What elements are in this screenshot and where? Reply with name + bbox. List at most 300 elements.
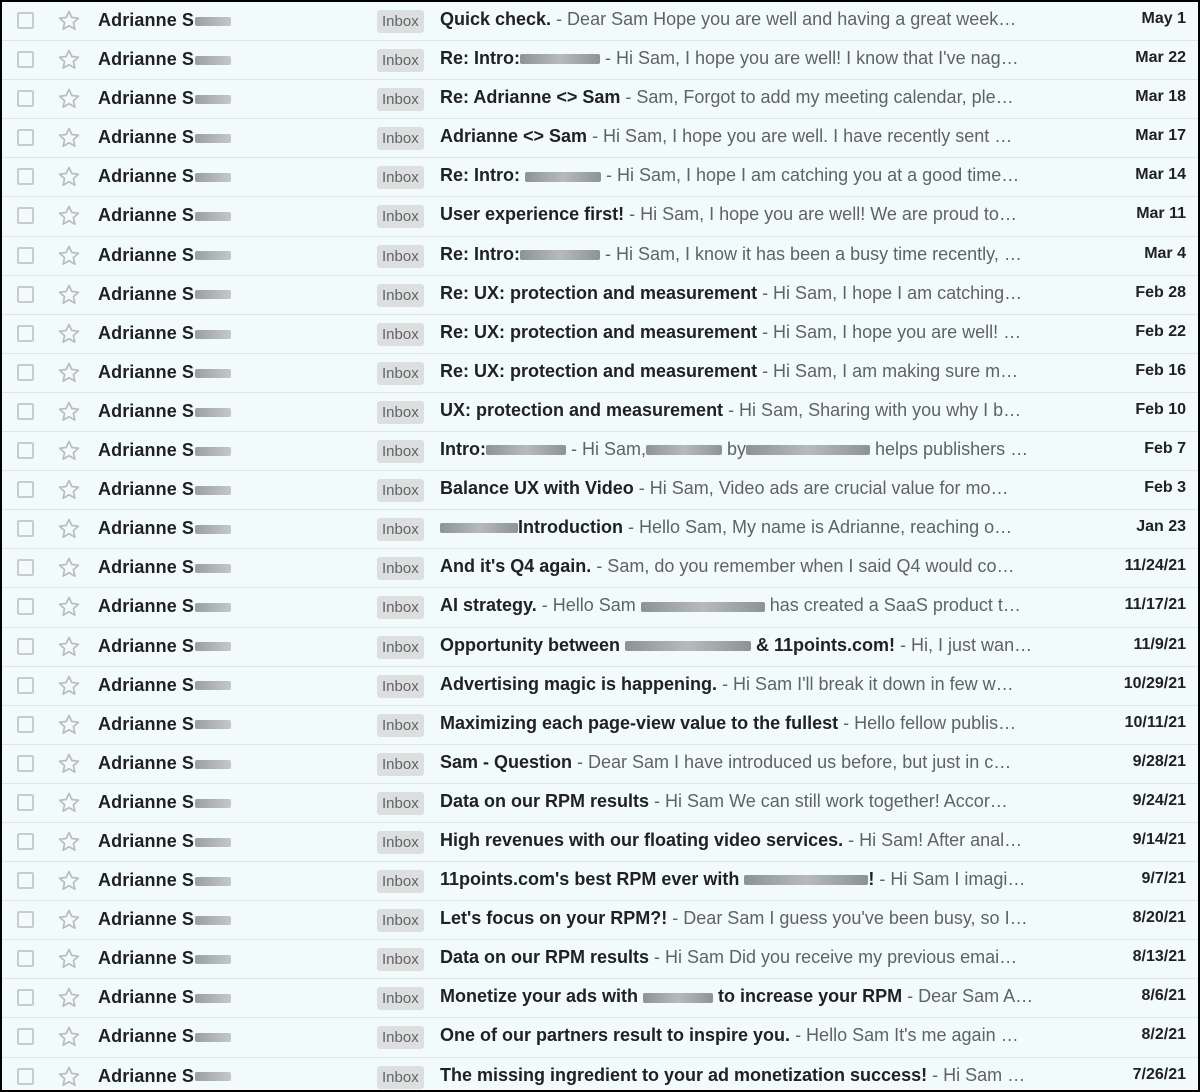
sender-name: Adrianne S	[98, 557, 231, 578]
redacted-text	[646, 445, 722, 455]
email-row[interactable]	[2, 784, 1198, 823]
inbox-label: Inbox	[377, 636, 424, 659]
subject-text: Let's focus on your RPM?!	[440, 908, 668, 929]
email-snippet	[902, 986, 1033, 1006]
email-row[interactable]	[2, 667, 1198, 706]
inbox-label: Inbox	[377, 518, 424, 541]
inbox-label: Inbox	[377, 675, 424, 698]
snippet-text: - Hi Sam …	[927, 1064, 1026, 1085]
star-icon[interactable]	[56, 829, 82, 855]
redacted-surname	[195, 330, 231, 339]
star-icon[interactable]	[56, 594, 82, 620]
snippet-text: - Hello Sam	[536, 595, 641, 616]
email-date: 7/26/21	[1132, 1065, 1186, 1083]
star-icon[interactable]	[56, 86, 82, 112]
email-snippet	[537, 595, 1021, 615]
redacted-surname	[195, 173, 231, 182]
snippet-text: - Hi Sam, Video ads are crucial value for mo…	[633, 478, 1009, 499]
email-snippet	[843, 830, 1022, 850]
sender-name: Adrianne S	[98, 245, 231, 266]
select-checkbox[interactable]	[17, 403, 34, 420]
select-checkbox[interactable]	[17, 207, 34, 224]
sender-name: Adrianne S	[98, 636, 231, 657]
sender-name: Adrianne S	[98, 205, 231, 226]
snippet-text: - Hi Sam, I hope you are well! …	[757, 321, 1022, 342]
sender-name: Adrianne S	[98, 362, 231, 383]
inbox-label: Inbox	[377, 362, 424, 385]
star-icon[interactable]	[56, 868, 82, 894]
subject-text: AI strategy.	[440, 595, 537, 616]
inbox-label: Inbox	[377, 948, 424, 971]
redacted-surname	[195, 1033, 231, 1042]
select-checkbox[interactable]	[17, 677, 34, 694]
select-checkbox[interactable]	[17, 833, 34, 850]
email-content	[440, 165, 1058, 186]
email-row[interactable]	[2, 315, 1198, 354]
email-subject	[440, 791, 649, 811]
email-content	[440, 48, 1058, 69]
sender-name: Adrianne S	[98, 88, 231, 109]
email-subject	[440, 908, 667, 928]
inbox-label: Inbox	[377, 401, 424, 424]
email-snippet	[757, 361, 1018, 381]
email-content	[440, 1025, 1058, 1046]
email-subject	[440, 361, 757, 381]
subject-text: Re: Intro:	[440, 48, 520, 69]
snippet-text: - Hi, I just wan…	[895, 634, 1033, 655]
select-checkbox[interactable]	[17, 364, 34, 381]
star-icon[interactable]	[56, 907, 82, 933]
email-content	[440, 361, 1058, 382]
sender-name: Adrianne S	[98, 166, 231, 187]
subject-text: The missing ingredient to your ad monetization success!	[440, 1064, 928, 1085]
email-date: May 1	[1141, 10, 1186, 27]
snippet-text: - Hi Sam, I hope you are well! I know that I've nag…	[600, 48, 1019, 69]
redacted-text	[643, 993, 713, 1003]
select-checkbox[interactable]	[17, 1068, 34, 1085]
redacted-surname	[195, 720, 231, 729]
email-subject	[440, 283, 757, 303]
select-checkbox[interactable]	[17, 286, 34, 303]
redacted-surname	[195, 212, 231, 221]
select-checkbox[interactable]	[17, 950, 34, 967]
subject-text: Re: Intro:	[440, 243, 520, 264]
select-checkbox[interactable]	[17, 872, 34, 889]
email-content	[440, 556, 1058, 577]
select-checkbox[interactable]	[17, 1028, 34, 1045]
redacted-surname	[195, 994, 231, 1003]
sender-name: Adrianne S	[98, 323, 231, 344]
star-icon[interactable]	[56, 438, 82, 464]
email-row[interactable]	[2, 354, 1198, 393]
snippet-text: - Dear Sam I have introduced us before, but just in c…	[572, 751, 1012, 772]
email-snippet	[790, 1025, 1019, 1045]
email-subject	[440, 244, 600, 264]
email-subject	[440, 517, 623, 537]
sender-name: Adrianne S	[98, 401, 231, 422]
email-date: Mar 18	[1135, 88, 1186, 106]
subject-text: Monetize your ads with	[440, 986, 644, 1007]
email-row[interactable]	[2, 119, 1198, 158]
inbox-label: Inbox	[377, 323, 424, 346]
inbox-label: Inbox	[377, 909, 424, 932]
redacted-text	[520, 250, 600, 260]
redacted-surname	[195, 564, 231, 573]
subject-text: to increase your RPM	[713, 986, 903, 1007]
snippet-text: - Sam, do you remember when I said Q4 would co…	[591, 556, 1015, 577]
inbox-label: Inbox	[377, 440, 424, 463]
snippet-text: by	[722, 439, 747, 460]
email-content	[440, 986, 1058, 1007]
redacted-surname	[195, 838, 231, 847]
email-subject	[440, 322, 757, 342]
email-subject	[440, 9, 551, 29]
select-checkbox[interactable]	[17, 51, 34, 68]
select-checkbox[interactable]	[17, 755, 34, 772]
snippet-text: - Hi Sam Did you receive my previous emai…	[649, 947, 1018, 968]
subject-text: High revenues with our floating video services.	[440, 829, 844, 850]
email-snippet	[649, 791, 1008, 811]
select-checkbox[interactable]	[17, 716, 34, 733]
email-content	[440, 713, 1058, 734]
select-checkbox[interactable]	[17, 794, 34, 811]
select-checkbox[interactable]	[17, 90, 34, 107]
email-content	[440, 9, 1058, 30]
star-icon[interactable]	[56, 1064, 82, 1090]
email-date: Mar 14	[1135, 166, 1186, 184]
snippet-text: helps publishers …	[870, 439, 1029, 460]
sender-name: Adrianne S	[98, 596, 231, 617]
subject-text: Re: Adrianne <> Sam	[440, 87, 621, 108]
snippet-text: - Hi Sam, I hope you are well. I have recently sent …	[587, 126, 1013, 147]
star-icon[interactable]	[56, 203, 82, 229]
redacted-surname	[195, 681, 231, 690]
email-row[interactable]	[2, 823, 1198, 862]
email-row[interactable]	[2, 862, 1198, 901]
subject-text: Re: UX: protection and measurement	[440, 360, 758, 381]
email-row[interactable]	[2, 1018, 1198, 1057]
redacted-surname	[195, 603, 231, 612]
sender-name: Adrianne S	[98, 10, 231, 31]
redacted-surname	[195, 251, 231, 260]
subject-text: Opportunity between	[440, 634, 626, 655]
email-row[interactable]	[2, 432, 1198, 471]
sender-name: Adrianne S	[98, 675, 231, 696]
email-subject	[440, 400, 723, 420]
sender-name: Adrianne S	[98, 753, 231, 774]
star-icon[interactable]	[56, 243, 82, 269]
redacted-surname	[195, 17, 231, 26]
email-content	[440, 244, 1058, 265]
sender-name: Adrianne S	[98, 49, 231, 70]
email-date: Feb 16	[1135, 361, 1186, 379]
sender-name: Adrianne S	[98, 284, 231, 305]
email-snippet	[566, 439, 1028, 459]
email-subject	[440, 986, 902, 1006]
select-checkbox[interactable]	[17, 559, 34, 576]
email-subject	[440, 752, 572, 772]
inbox-label: Inbox	[377, 1026, 424, 1049]
snippet-text: has created a SaaS product t…	[764, 595, 1021, 616]
redacted-surname	[195, 486, 231, 495]
email-content	[440, 126, 1058, 147]
star-icon[interactable]	[56, 8, 82, 34]
subject-text: User experience first!	[440, 204, 625, 225]
star-icon[interactable]	[56, 985, 82, 1011]
inbox-label: Inbox	[377, 49, 424, 72]
email-snippet	[895, 635, 1032, 655]
redacted-text	[641, 602, 765, 612]
email-content	[440, 1065, 1058, 1086]
email-row[interactable]	[2, 276, 1198, 315]
star-icon[interactable]	[56, 1024, 82, 1050]
email-date: 9/24/21	[1132, 791, 1186, 809]
email-row[interactable]	[2, 979, 1198, 1018]
email-subject	[440, 947, 649, 967]
email-subject	[440, 165, 601, 185]
email-snippet	[601, 165, 1019, 185]
subject-text: Balance UX with Video	[440, 478, 634, 499]
email-snippet	[623, 517, 1012, 537]
email-subject	[440, 1065, 927, 1085]
email-content	[440, 830, 1058, 851]
redacted-surname	[195, 134, 231, 143]
redacted-surname	[195, 799, 231, 808]
star-icon[interactable]	[56, 164, 82, 190]
email-snippet	[757, 283, 1022, 303]
sender-name: Adrianne S	[98, 479, 231, 500]
select-checkbox[interactable]	[17, 598, 34, 615]
star-icon[interactable]	[56, 516, 82, 542]
email-date: 9/7/21	[1141, 870, 1186, 888]
inbox-label: Inbox	[377, 831, 424, 854]
sender-name: Adrianne S	[98, 440, 231, 461]
email-row[interactable]	[2, 197, 1198, 236]
select-checkbox[interactable]	[17, 481, 34, 498]
email-content	[440, 439, 1058, 460]
select-checkbox[interactable]	[17, 911, 34, 928]
inbox-label: Inbox	[377, 88, 424, 111]
subject-text: Data on our RPM results	[440, 790, 650, 811]
subject-text: And it's Q4 again.	[440, 556, 592, 577]
inbox-label: Inbox	[377, 1066, 424, 1089]
star-icon[interactable]	[56, 47, 82, 73]
subject-text: Maximizing each page-view value to the fullest	[440, 712, 839, 733]
redacted-surname	[195, 447, 231, 456]
email-date: Mar 22	[1135, 49, 1186, 67]
email-date: 8/13/21	[1132, 948, 1186, 966]
email-subject	[440, 674, 717, 694]
star-icon[interactable]	[56, 555, 82, 581]
star-icon[interactable]	[56, 282, 82, 308]
email-snippet	[874, 869, 1025, 889]
snippet-text: - Hi Sam! After anal…	[843, 829, 1023, 850]
email-content	[440, 595, 1058, 616]
redacted-surname	[195, 290, 231, 299]
email-subject	[440, 204, 624, 224]
sender-name: Adrianne S	[98, 714, 231, 735]
subject-text: Sam - Question	[440, 751, 573, 772]
email-snippet	[649, 947, 1017, 967]
snippet-text: - Dear Sam I guess you've been busy, so I…	[667, 908, 1028, 929]
email-content	[440, 674, 1058, 695]
email-row[interactable]	[2, 628, 1198, 667]
email-content	[440, 322, 1058, 343]
email-content	[440, 869, 1058, 890]
email-snippet	[927, 1065, 1025, 1085]
email-row[interactable]	[2, 745, 1198, 784]
email-row[interactable]	[2, 940, 1198, 979]
snippet-text: - Hi Sam I imagi…	[874, 869, 1026, 890]
subject-text: One of our partners result to inspire you.	[440, 1025, 791, 1046]
redacted-surname	[195, 955, 231, 964]
email-subject	[440, 87, 620, 107]
redacted-text	[744, 875, 868, 885]
redacted-surname	[195, 408, 231, 417]
redacted-surname	[195, 1072, 231, 1081]
email-date: Mar 4	[1144, 244, 1186, 262]
star-icon[interactable]	[56, 946, 82, 972]
redacted-text	[520, 54, 600, 64]
email-content	[440, 947, 1058, 968]
star-icon[interactable]	[56, 477, 82, 503]
inbox-label: Inbox	[377, 127, 424, 150]
sender-name: Adrianne S	[98, 127, 231, 148]
select-checkbox[interactable]	[17, 442, 34, 459]
star-icon[interactable]	[56, 399, 82, 425]
select-checkbox[interactable]	[17, 12, 34, 29]
email-content	[440, 478, 1058, 499]
email-snippet	[717, 674, 1014, 694]
email-subject	[440, 556, 591, 576]
redacted-surname	[195, 642, 231, 651]
redacted-text	[525, 172, 601, 182]
star-icon[interactable]	[56, 673, 82, 699]
email-row[interactable]	[2, 471, 1198, 510]
subject-text: Advertising magic is happening.	[440, 673, 718, 694]
email-date: Feb 10	[1135, 400, 1186, 418]
email-row[interactable]	[2, 706, 1198, 745]
star-icon[interactable]	[56, 790, 82, 816]
inbox-label: Inbox	[377, 753, 424, 776]
subject-text: 11points.com's best RPM ever with	[440, 869, 745, 890]
snippet-text: - Dear Sam A…	[902, 986, 1034, 1007]
sender-name: Adrianne S	[98, 948, 231, 969]
select-checkbox[interactable]	[17, 989, 34, 1006]
email-row[interactable]	[2, 588, 1198, 627]
snippet-text: - Hi Sam, I am making sure m…	[757, 360, 1019, 381]
inbox-label: Inbox	[377, 714, 424, 737]
sender-name: Adrianne S	[98, 909, 231, 930]
email-subject	[440, 869, 874, 889]
inbox-label: Inbox	[377, 987, 424, 1010]
inbox-label: Inbox	[377, 870, 424, 893]
email-date: 9/28/21	[1132, 752, 1186, 770]
inbox-label: Inbox	[377, 284, 424, 307]
subject-text: Re: Intro:	[440, 165, 525, 186]
select-checkbox[interactable]	[17, 247, 34, 264]
email-row[interactable]	[2, 237, 1198, 276]
inbox-label: Inbox	[377, 792, 424, 815]
email-content	[440, 204, 1058, 225]
email-content	[440, 908, 1058, 929]
email-row[interactable]	[2, 901, 1198, 940]
email-row[interactable]	[2, 1058, 1198, 1092]
email-date: Mar 11	[1136, 205, 1186, 223]
email-snippet	[667, 908, 1027, 928]
select-checkbox[interactable]	[17, 520, 34, 537]
redacted-surname	[195, 56, 231, 65]
sender-name: Adrianne S	[98, 518, 231, 539]
email-content	[440, 752, 1058, 773]
email-row[interactable]	[2, 80, 1198, 119]
email-row[interactable]	[2, 2, 1198, 41]
email-snippet	[591, 556, 1014, 576]
select-checkbox[interactable]	[17, 129, 34, 146]
snippet-text: - Sam, Forgot to add my meeting calendar, ple…	[620, 87, 1014, 108]
email-subject	[440, 830, 843, 850]
email-date: Mar 17	[1135, 127, 1186, 145]
email-date: 11/17/21	[1124, 596, 1186, 614]
snippet-text: - Hi Sam,	[565, 439, 646, 460]
redacted-text	[486, 445, 566, 455]
select-checkbox[interactable]	[17, 168, 34, 185]
subject-text: UX: protection and measurement	[440, 399, 724, 420]
star-icon[interactable]	[56, 321, 82, 347]
email-content	[440, 400, 1058, 421]
email-row[interactable]	[2, 549, 1198, 588]
redacted-text	[440, 523, 518, 533]
star-icon[interactable]	[56, 634, 82, 660]
star-icon[interactable]	[56, 751, 82, 777]
email-date: 11/24/21	[1124, 557, 1186, 575]
email-row[interactable]	[2, 158, 1198, 197]
snippet-text: - Hi Sam, I know it has been a busy time recently, …	[600, 243, 1022, 264]
sender-name: Adrianne S	[98, 1026, 231, 1047]
email-row[interactable]	[2, 393, 1198, 432]
email-content	[440, 517, 1058, 538]
snippet-text: - Hi Sam I'll break it down in few w…	[717, 673, 1014, 694]
email-subject	[440, 478, 634, 498]
email-date: 8/20/21	[1132, 909, 1186, 927]
inbox-label: Inbox	[377, 205, 424, 228]
email-date: 11/9/21	[1133, 635, 1186, 653]
subject-text: Adrianne <> Sam	[440, 126, 588, 147]
redacted-surname	[195, 525, 231, 534]
subject-text: & 11points.com!	[751, 634, 896, 655]
email-date: Feb 28	[1135, 283, 1186, 301]
email-snippet	[723, 400, 1021, 420]
sender-name: Adrianne S	[98, 870, 231, 891]
email-snippet	[600, 48, 1019, 68]
email-date: 8/2/21	[1141, 1026, 1186, 1044]
star-icon[interactable]	[56, 360, 82, 386]
select-checkbox[interactable]	[17, 325, 34, 342]
snippet-text: - Hi Sam We can still work together! Accor…	[649, 790, 1008, 811]
email-row[interactable]	[2, 41, 1198, 80]
email-row[interactable]	[2, 510, 1198, 549]
star-icon[interactable]	[56, 712, 82, 738]
email-snippet	[600, 244, 1022, 264]
inbox-label: Inbox	[377, 596, 424, 619]
redacted-surname	[195, 916, 231, 925]
email-content	[440, 791, 1058, 812]
inbox-label: Inbox	[377, 479, 424, 502]
star-icon[interactable]	[56, 125, 82, 151]
select-checkbox[interactable]	[17, 638, 34, 655]
subject-text: Data on our RPM results	[440, 947, 650, 968]
email-date: Feb 22	[1135, 322, 1186, 340]
